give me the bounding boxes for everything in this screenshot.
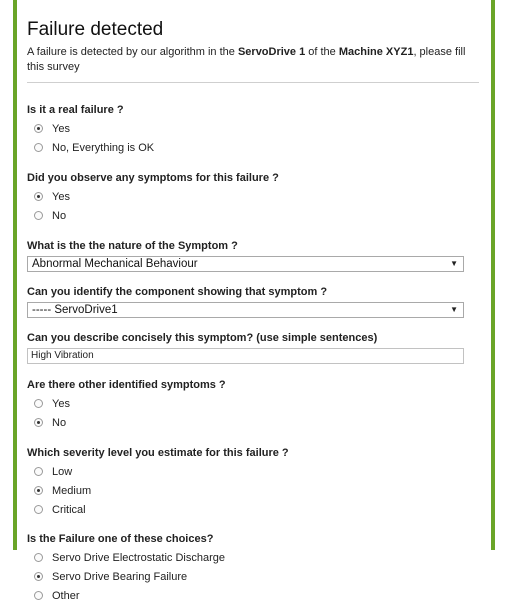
radio-button[interactable] xyxy=(34,143,43,152)
radio-option-bearing-failure[interactable] xyxy=(34,567,479,586)
radio-option-other-symptoms-no[interactable] xyxy=(34,413,479,432)
question-describe xyxy=(27,331,479,364)
radio-label: Low xyxy=(52,465,73,478)
question-component xyxy=(27,285,479,318)
radio-option-real-failure-no[interactable] xyxy=(34,138,479,157)
radio-button[interactable] xyxy=(34,572,43,581)
radio-label: Critical xyxy=(52,503,86,516)
accent-bar-left xyxy=(13,0,17,550)
radio-option-severity-critical[interactable] xyxy=(34,500,479,519)
question-label: Is it a real failure ? xyxy=(27,104,124,116)
select-value: Abnormal Mechanical Behaviour xyxy=(32,258,198,270)
radio-button[interactable] xyxy=(34,418,43,427)
radio-label: Medium xyxy=(52,484,92,497)
select-value: ----- ServoDrive1 xyxy=(32,304,118,316)
radio-option-symptoms-no[interactable] xyxy=(34,206,479,225)
question-symptoms-observed xyxy=(27,171,479,225)
question-symptom-nature xyxy=(27,239,479,272)
radio-button[interactable] xyxy=(34,467,43,476)
question-severity xyxy=(27,446,479,519)
symptom-nature-select[interactable] xyxy=(27,256,464,272)
radio-button[interactable] xyxy=(34,553,43,562)
subtitle-prefix: A failure is detected by our algorithm in the xyxy=(27,46,238,58)
page-subtitle xyxy=(27,45,479,75)
question-label: Did you observe any symptoms for this failure ? xyxy=(27,172,279,184)
accent-bar-right xyxy=(491,0,495,550)
radio-option-symptoms-yes[interactable] xyxy=(34,187,479,206)
survey-panel xyxy=(27,18,479,605)
subtitle-mid: of the xyxy=(305,46,339,58)
dropdown-arrow-icon: ▼ xyxy=(450,305,458,314)
symptom-description-input[interactable]: High Vibration xyxy=(27,348,464,364)
question-failure-choice xyxy=(27,532,479,605)
component-select[interactable] xyxy=(27,302,464,318)
question-label: Can you describe concisely this symptom? (use simple sentences) xyxy=(27,332,378,344)
radio-option-electrostatic-discharge[interactable] xyxy=(34,548,479,567)
radio-label: Servo Drive Electrostatic Discharge xyxy=(52,551,226,564)
radio-button[interactable] xyxy=(34,192,43,201)
radio-option-other[interactable] xyxy=(34,586,479,605)
radio-label: Yes xyxy=(52,190,70,203)
radio-button[interactable] xyxy=(34,211,43,220)
question-other-symptoms xyxy=(27,378,479,432)
radio-option-other-symptoms-yes[interactable] xyxy=(34,394,479,413)
question-label: Can you identify the component showing that symptom ? xyxy=(27,286,328,298)
radio-button[interactable] xyxy=(34,399,43,408)
radio-button[interactable] xyxy=(34,505,43,514)
question-label: Is the Failure one of these choices? xyxy=(27,533,214,545)
radio-label: No xyxy=(52,209,67,222)
page-title: Failure detected xyxy=(27,19,164,40)
question-label: Which severity level you estimate for this failure ? xyxy=(27,447,289,459)
radio-label: Servo Drive Bearing Failure xyxy=(52,570,188,583)
radio-option-severity-medium[interactable] xyxy=(34,481,479,500)
header-divider xyxy=(27,82,479,83)
dropdown-arrow-icon: ▼ xyxy=(450,259,458,268)
question-label: Are there other identified symptoms ? xyxy=(27,379,226,391)
machine-name: Machine XYZ1 xyxy=(338,46,414,58)
radio-button[interactable] xyxy=(34,591,43,600)
radio-button[interactable] xyxy=(34,486,43,495)
radio-option-real-failure-yes[interactable] xyxy=(34,119,479,138)
device-name: ServoDrive 1 xyxy=(237,46,306,58)
radio-button[interactable] xyxy=(34,124,43,133)
subtitle-suffix: , please fill this survey xyxy=(27,46,466,73)
radio-label: Yes xyxy=(52,397,70,410)
question-label: What is the the nature of the Symptom ? xyxy=(27,240,238,252)
question-real-failure xyxy=(27,103,479,157)
radio-option-severity-low[interactable] xyxy=(34,462,479,481)
radio-label: Yes xyxy=(52,122,70,135)
radio-label: No xyxy=(52,416,67,429)
radio-label: No, Everything is OK xyxy=(52,141,155,154)
radio-label: Other xyxy=(52,589,80,602)
